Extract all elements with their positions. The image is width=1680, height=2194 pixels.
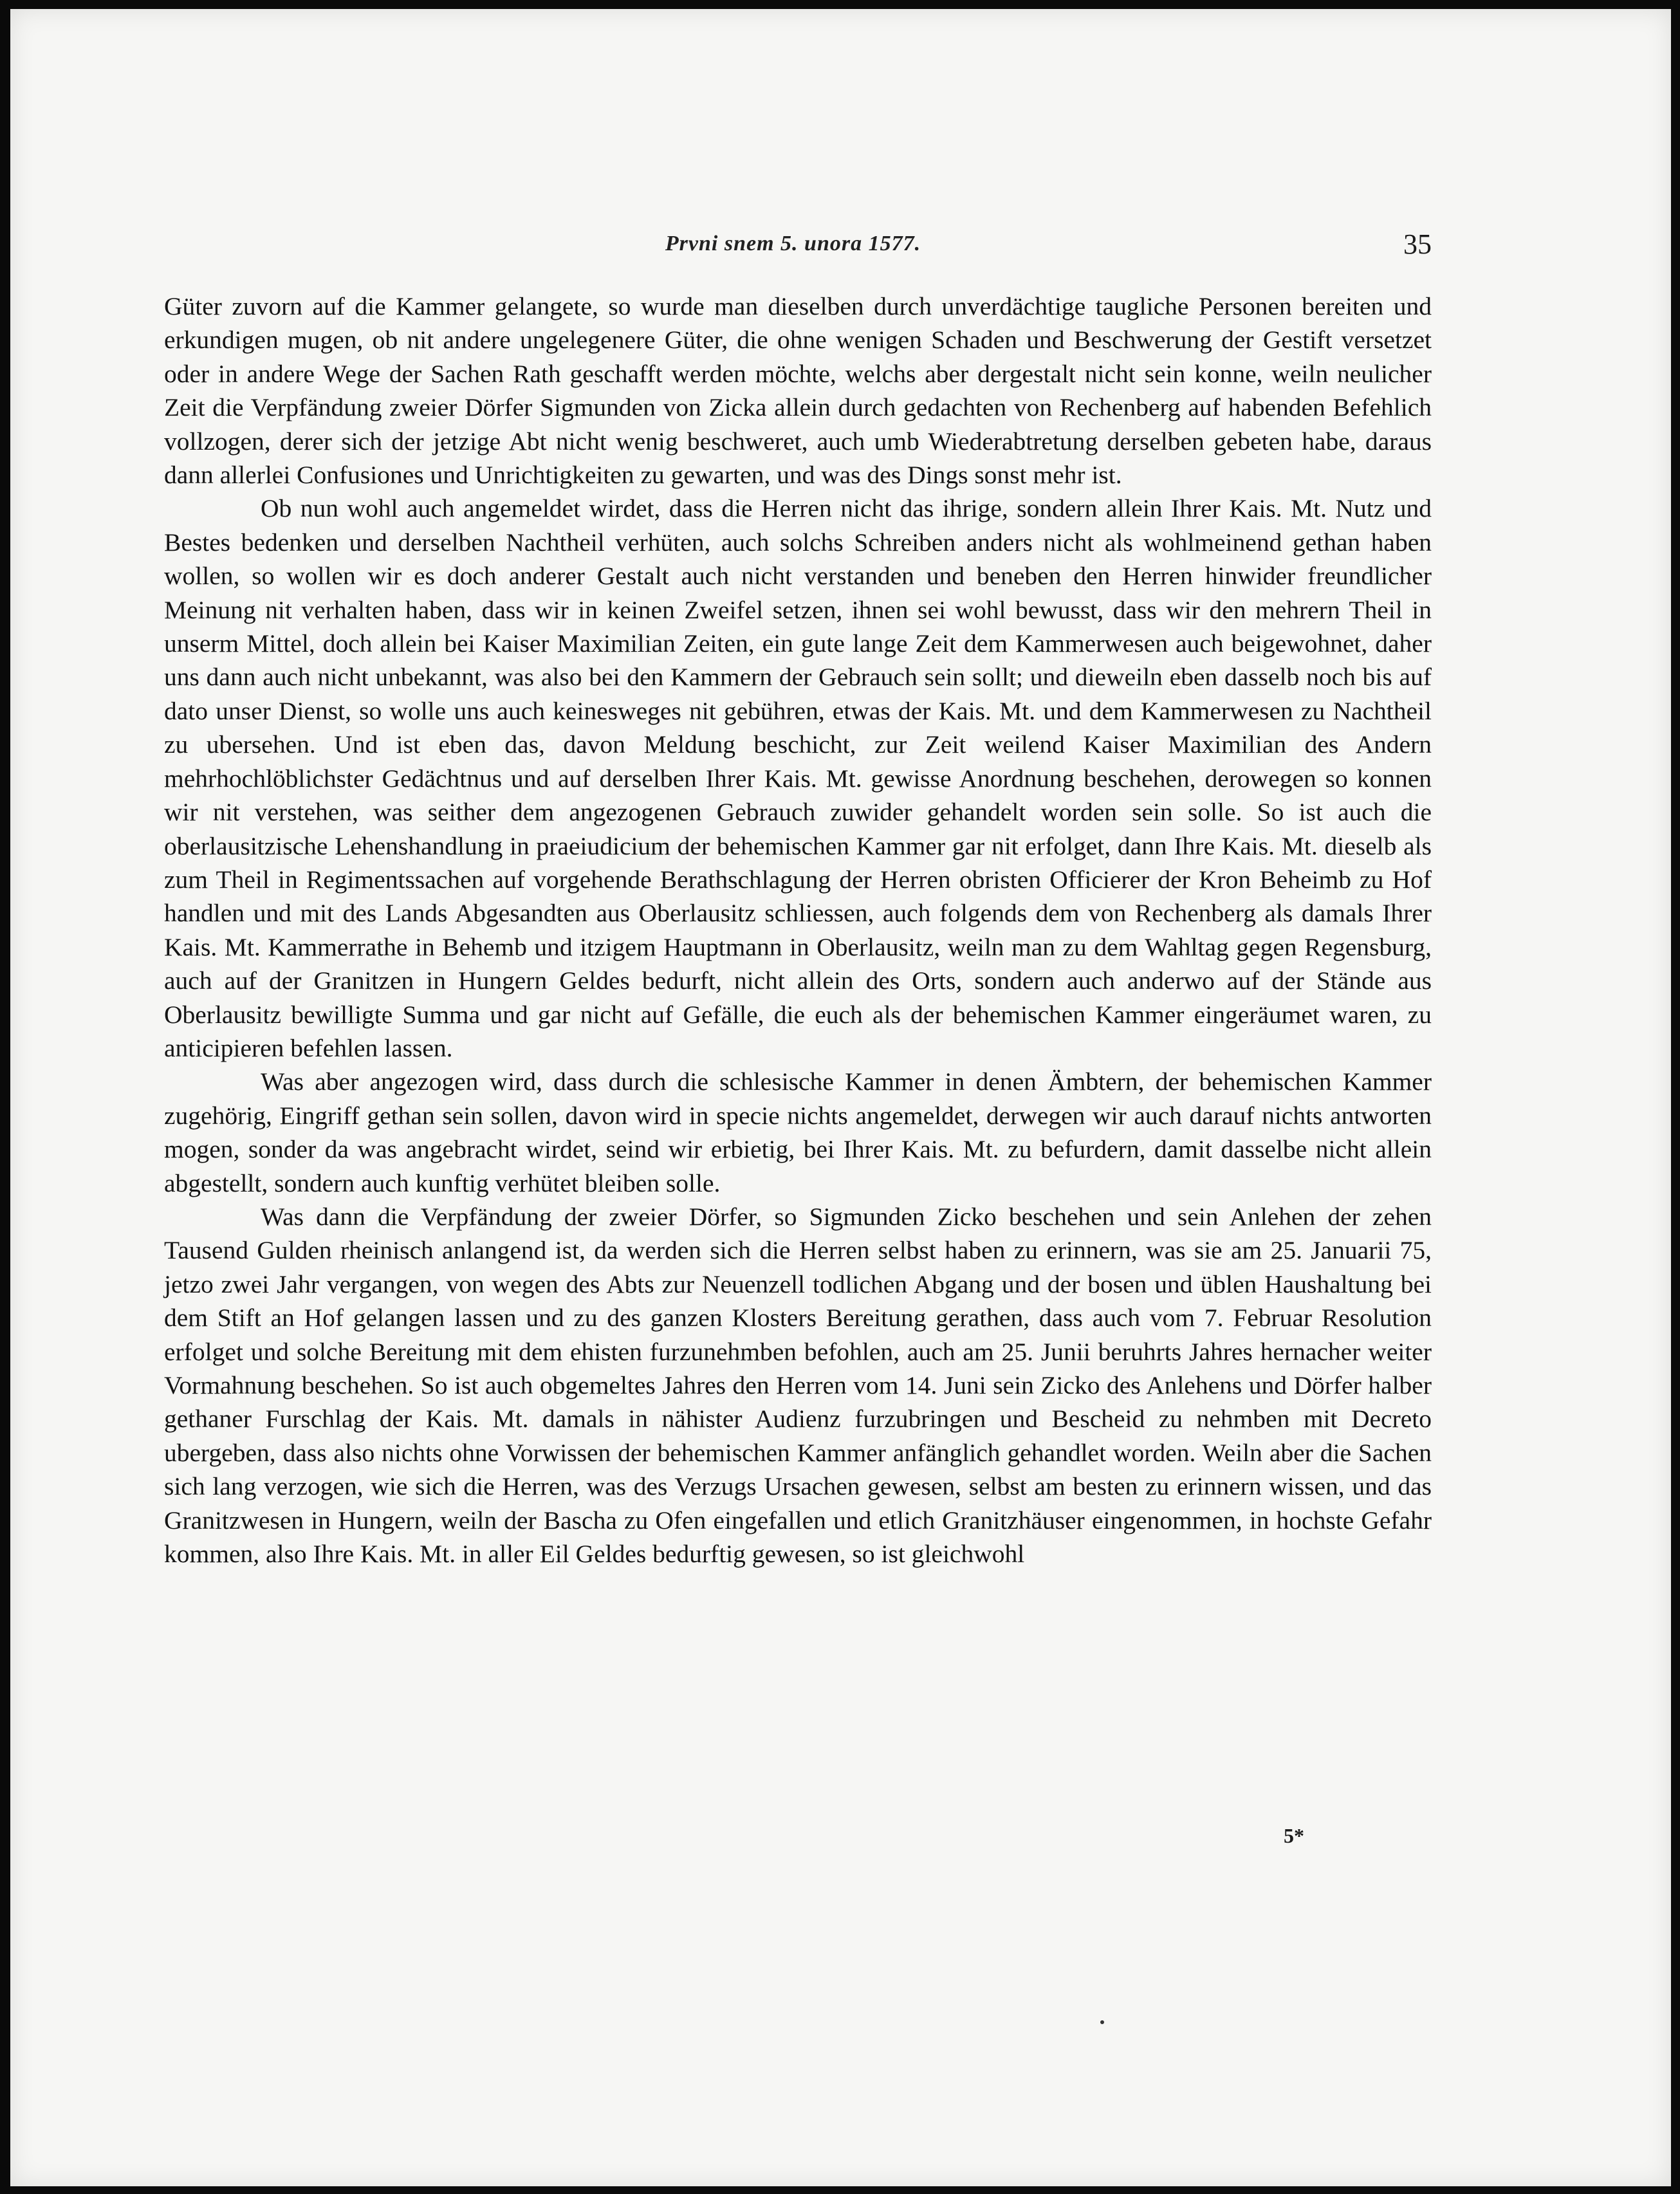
scan-border-left bbox=[0, 0, 10, 2194]
body-text bbox=[164, 290, 1432, 1571]
paragraph: Was dann die Verpfändung der zweier Dörfer, so Sigmunden Zicko beschehen und sein Anlehen der zehen Tausend Gulden rheinisch anlangend ist, da werden sich die Herren selbst haben zu erinnern, was sie am 25. Januarii 75, jetzo zwei Jahr vergangen, von wegen des Abts zur Neuenzell todlichen Abgang und der bosen und üblen Haushaltung bei dem Stift an Hof gelangen lassen und zu des ganzen Klosters Bereitung gerathen, dass auch vom 7. Februar Resolution erfolget und solche Bereitung mit dem ehisten furzunehmben befohlen, auch am 25. Junii beruhrts Jahres hernacher weiter Vormahnung beschehen. So ist auch obgemeltes Jahres den Herren vom 14. Juni sein Zicko des Anlehens und Dörfer halber gethaner Furschlag der Kais. Mt. damals in nähister Audienz furzubringen und Bescheid zu nehmben mit Decreto ubergeben, dass also nichts ohne Vorwissen der behemischen Kammer anfänglich gehandlet worden. Weiln aber die Sachen sich lang verzogen, wie sich die Herren, was des Verzugs Ursachen gewesen, selbst am besten zu erinnern wissen, und das Granitzwesen in Hungern, weiln der Bascha zu Ofen eingefallen und etlich Granitzhäuser eingenommen, in hochste Gefahr kommen, also Ihre Kais. Mt. in aller Eil Geldes bedurftig gewesen, so ist gleichwohl bbox=[164, 1202, 1432, 1569]
signature-mark: 5* bbox=[1284, 1824, 1304, 1847]
paragraph: Ob nun wohl auch angemeldet wirdet, dass die Herren nicht das ihrige, sondern allein Ihrer Kais. Mt. Nutz und Bestes bedenken und derselben Nachtheil verhüten, auch solchs Schreiben anders nicht als wohlmeinend gethan haben wollen, so wollen wir es doch anderer Gestalt auch nicht verstanden und beneben den Herren hinwider freundlicher Meinung nit verhalten haben, dass wir in keinen Zweifel setzen, ihnen sei wohl bewusst, dass wir den mehrern Theil in unserm Mittel, doch allein bei Kaiser Maximilian Zeiten, ein gute lange Zeit dem Kammerwesen auch beigewohnet, daher uns dann auch nicht unbekannt, was also bei den Kammern der Gebrauch sein sollt; und dieweiln eben dasselb noch bis auf dato unser Dienst, so wolle uns auch keinesweges nit gebühren, etwas der Kais. Mt. und dem Kammerwesen zu Nachtheil zu ubersehen. Und ist eben das, davon Meldung beschicht, zur Zeit weilend Kaiser Maximilian des Andern mehrhochlöblichster Gedächtnus und auf derselben Ihrer Kais. Mt. gewisse Anordnung beschehen, derowegen so konnen wir nit verstehen, was seither dem angezogenen Gebrauch zuwider gehandelt worden sein solle. So ist auch die oberlausitzische Lehenshandlung in praeiudicium der behemischen Kammer gar nit erfolget, dann Ihre Kais. Mt. dieselb als zum Theil in Regimentssachen auf vorgehende Berathschlagung der Herren obristen Officierer der Kron Beheimb zu Hof handlen und mit des Lands Abgesandten aus Oberlausitz schliessen, auch folgends dem von Rechenberg als damals Ihrer Kais. Mt. Kammerrathe in Behemb und itzigem Hauptmann in Oberlausitz, weiln man zu dem Wahltag gegen Regensburg, auch auf der Granitzen in Hungern Geldes bedurft, nicht allein des Orts, sondern auch anderwo auf der Stände aus Oberlausitz bewilligte Summa und gar nicht auf Gefälle, die euch als der behemischen Kammer eingeräumet waren, zu anticipieren befehlen lassen. bbox=[164, 494, 1432, 1062]
page-number: 35 bbox=[1403, 228, 1432, 260]
scan-speck bbox=[1100, 2020, 1104, 2024]
running-head bbox=[154, 225, 1432, 264]
paragraph: Güter zuvorn auf die Kammer gelangete, so wurde man dieselben durch unverdächtige taugliche Personen bereiten und erkundigen mugen, ob nit andere ungelegenere Güter, die ohne wenigen Schaden und Beschwerung der Gestift versetzet oder in andere Wege der Sachen Rath geschafft werden möchte, welchs aber dergestalt nicht sein konne, weiln neulicher Zeit die Verpfändung zweier Dörfer Sigmunden von Zicka allein durch gedachten von Rechenberg auf habenden Befehlich vollzogen, derer sich der jetzige Abt nicht wenig beschweret, auch umb Wiederabtretung derselben gebeten habe, daraus dann allerlei Confusiones und Unrichtigkeiten zu gewarten, und was des Dings sonst mehr ist. bbox=[164, 292, 1432, 490]
running-title: Prvni snem 5. unora 1577. bbox=[665, 232, 921, 255]
paragraph: Was aber angezogen wird, dass durch die schlesische Kammer in denen Ämbtern, der behemischen Kammer zugehörig, Eingriff gethan sein sollen, davon wird in specie nichts angemeldet, derwegen wir auch darauf nichts antworten mogen, sonder da was angebracht wirdet, seind wir erbietig, bei Ihrer Kais. Mt. zu befurdern, damit dasselbe nicht allein abgestellt, sondern auch kunftig verhütet bleiben solle. bbox=[164, 1067, 1432, 1197]
